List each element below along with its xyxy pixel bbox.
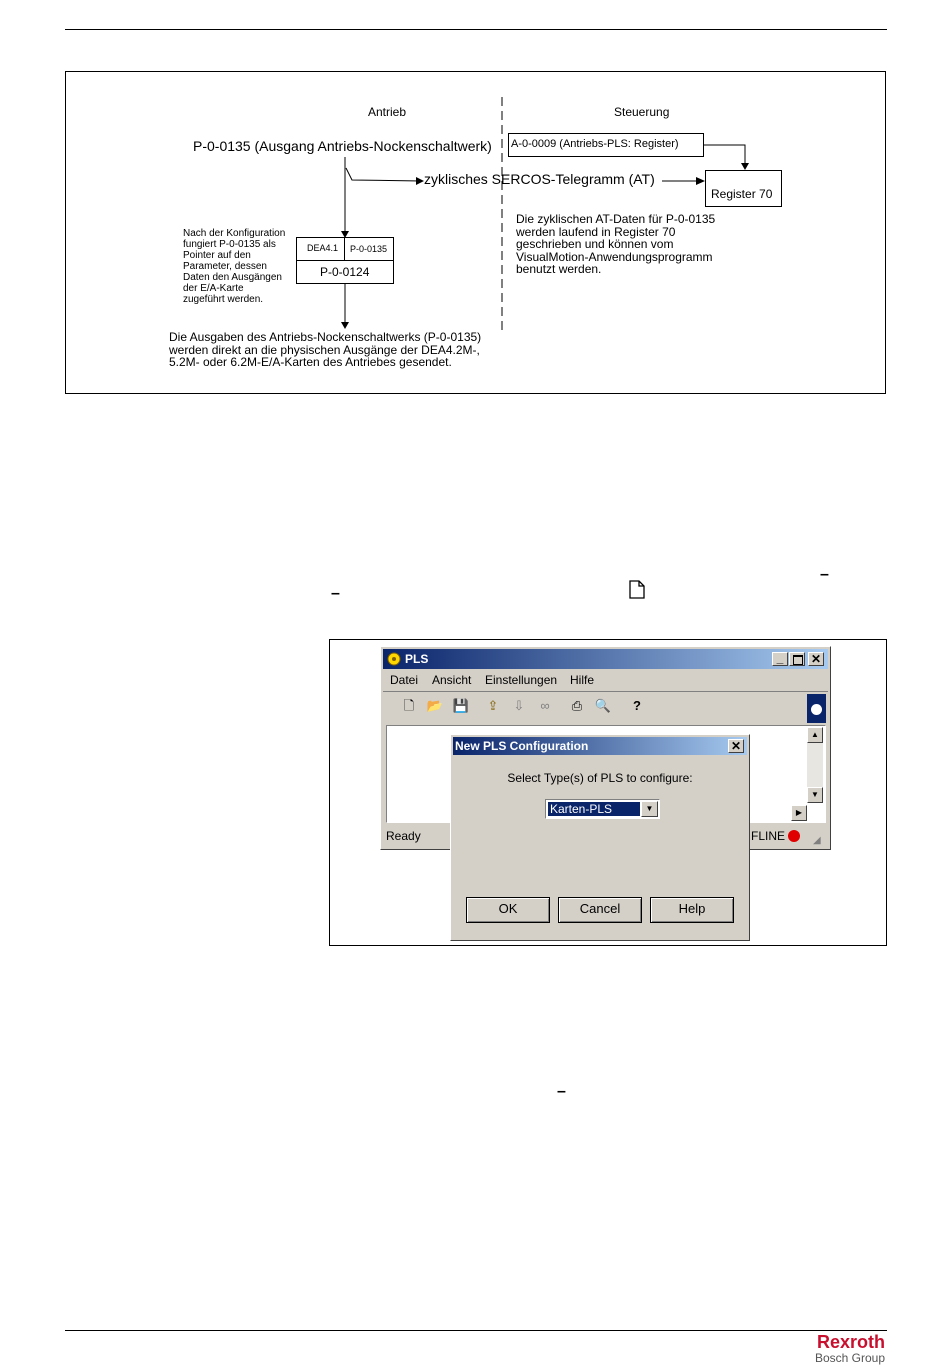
register-70-label: Register 70 <box>711 187 773 201</box>
scroll-up-button[interactable]: ▲ <box>807 727 823 743</box>
telegram-branch-line <box>346 168 421 181</box>
card-box-p135-cell <box>345 238 393 261</box>
dash-marker: – <box>557 1083 566 1100</box>
config-note-line: der E/A-Karte <box>183 283 244 294</box>
config-note <box>183 228 285 305</box>
right-note-line: geschrieben und können vom <box>516 237 674 251</box>
status-mode: FLINE <box>751 829 786 843</box>
dialog-title: New PLS Configuration <box>455 739 589 753</box>
open-folder-icon[interactable]: 📂 <box>426 698 444 713</box>
a0009-line <box>702 145 745 166</box>
menu-ansicht[interactable]: Ansicht <box>432 673 472 687</box>
maximize-button[interactable] <box>789 652 805 666</box>
right-note-line: Die zyklischen AT-Daten für P-0-0135 <box>516 212 716 226</box>
pls-type-select[interactable] <box>545 799 660 819</box>
scroll-down-button[interactable]: ▼ <box>807 787 823 803</box>
top-rule <box>65 29 887 30</box>
close-button[interactable]: ✕ <box>808 652 824 666</box>
save-icon[interactable]: 💾 <box>452 698 470 713</box>
dialog-close-button[interactable]: ✕ <box>728 739 744 753</box>
new-document-icon <box>628 580 646 600</box>
register-param-label: A-0-0009 (Antriebs-PLS: Register) <box>511 138 679 150</box>
print-preview-icon[interactable]: 🔍 <box>594 698 612 713</box>
dash-marker: – <box>820 566 829 583</box>
ok-button[interactable]: OK <box>466 897 550 923</box>
pls-app-icon <box>386 651 402 667</box>
menu-datei[interactable]: Datei <box>390 673 419 687</box>
telegram-arrow-head <box>416 177 424 185</box>
chevron-down-icon[interactable]: ▼ <box>641 801 658 817</box>
param-output-label: P-0-0135 (Ausgang Antriebs-Nockenschaltwerk) <box>193 138 492 154</box>
bottom-rule <box>65 1330 887 1331</box>
new-pls-dialog <box>450 734 750 941</box>
signal-flow-diagram <box>65 71 886 394</box>
telegram-label: zyklisches SERCOS-Telegramm (AT) <box>424 171 655 187</box>
bottom-note-line: Die Ausgaben des Antriebs-Nockenschaltwerks (P-0-0135) <box>169 330 482 344</box>
help-icon[interactable]: ? <box>633 698 641 713</box>
bottom-note-line: 5.2M- oder 6.2M-E/A-Karten des Antriebes gesendet. <box>169 355 452 369</box>
logo-icon <box>811 704 822 715</box>
box-p124-label: P-0-0124 <box>320 265 370 279</box>
card-box-dea-cell <box>297 238 345 261</box>
pls-type-selected: Karten-PLS <box>548 802 640 816</box>
footer-group: Bosch Group <box>814 1351 885 1365</box>
label-steuerung: Steuerung <box>614 105 670 119</box>
bottom-note <box>169 331 481 369</box>
bottom-note-line: werden direkt an die physischen Ausgänge der DEA4.2M-, <box>169 342 480 357</box>
label-antrieb: Antrieb <box>368 105 407 119</box>
menu-separator <box>383 691 828 692</box>
a0009-arrow-head <box>741 163 749 170</box>
footer-brand: Rexroth <box>816 1332 885 1352</box>
card-box <box>296 237 394 284</box>
register-param-box <box>508 133 704 157</box>
glasses-icon[interactable]: ∞ <box>540 698 550 713</box>
right-note-line: werden laufend in Register 70 <box>516 224 676 239</box>
dash-marker: – <box>331 585 340 602</box>
minimize-button[interactable]: _ <box>772 652 788 666</box>
dialog-title-bar <box>453 737 747 755</box>
right-note-line: benutzt werden. <box>516 262 602 276</box>
maximize-icon <box>793 655 803 665</box>
pls-title: PLS <box>405 652 429 666</box>
new-icon[interactable]: 🗋 <box>403 698 415 713</box>
status-ready: Ready <box>386 829 421 843</box>
config-note-line: fungiert P-0-0135 als <box>183 239 276 250</box>
upload-icon[interactable]: ⇪ <box>487 698 499 713</box>
right-note-line: VisualMotion-Anwendungsprogramm <box>516 249 713 264</box>
right-note <box>516 213 715 276</box>
config-note-line: Daten den Ausgängen <box>183 272 282 283</box>
print-icon[interactable]: ⎙ <box>571 698 583 713</box>
cancel-button[interactable]: Cancel <box>558 897 642 923</box>
pls-title-bar <box>383 649 828 669</box>
offline-indicator-icon <box>788 830 800 842</box>
menu-einstellungen[interactable]: Einstellungen <box>485 673 558 687</box>
box-dea-label: DEA4.1 <box>307 243 339 253</box>
vertical-scrolltrack[interactable] <box>807 743 823 787</box>
config-note-line: zugeführt werden. <box>183 294 264 305</box>
register-70-box <box>705 170 782 207</box>
dialog-prompt: Select Type(s) of PLS to configure: <box>507 771 693 785</box>
config-note-line: Parameter, dessen <box>183 261 267 272</box>
config-note-line: Nach der Konfiguration <box>183 228 286 239</box>
logo-panel <box>807 694 826 723</box>
card-output-head <box>341 322 349 329</box>
help-button[interactable]: Help <box>650 897 734 923</box>
config-note-line: Pointer auf den <box>183 250 251 261</box>
scroll-right-button[interactable]: ▶ <box>791 805 807 821</box>
download-icon[interactable]: ⇩ <box>513 698 525 713</box>
resize-grip-icon[interactable]: ◢ <box>813 835 821 846</box>
pls-screenshot-frame <box>329 639 887 946</box>
register-arrow-head <box>696 177 705 185</box>
box-p135-label: P-0-0135 <box>350 244 388 254</box>
menu-hilfe[interactable]: Hilfe <box>570 673 595 687</box>
